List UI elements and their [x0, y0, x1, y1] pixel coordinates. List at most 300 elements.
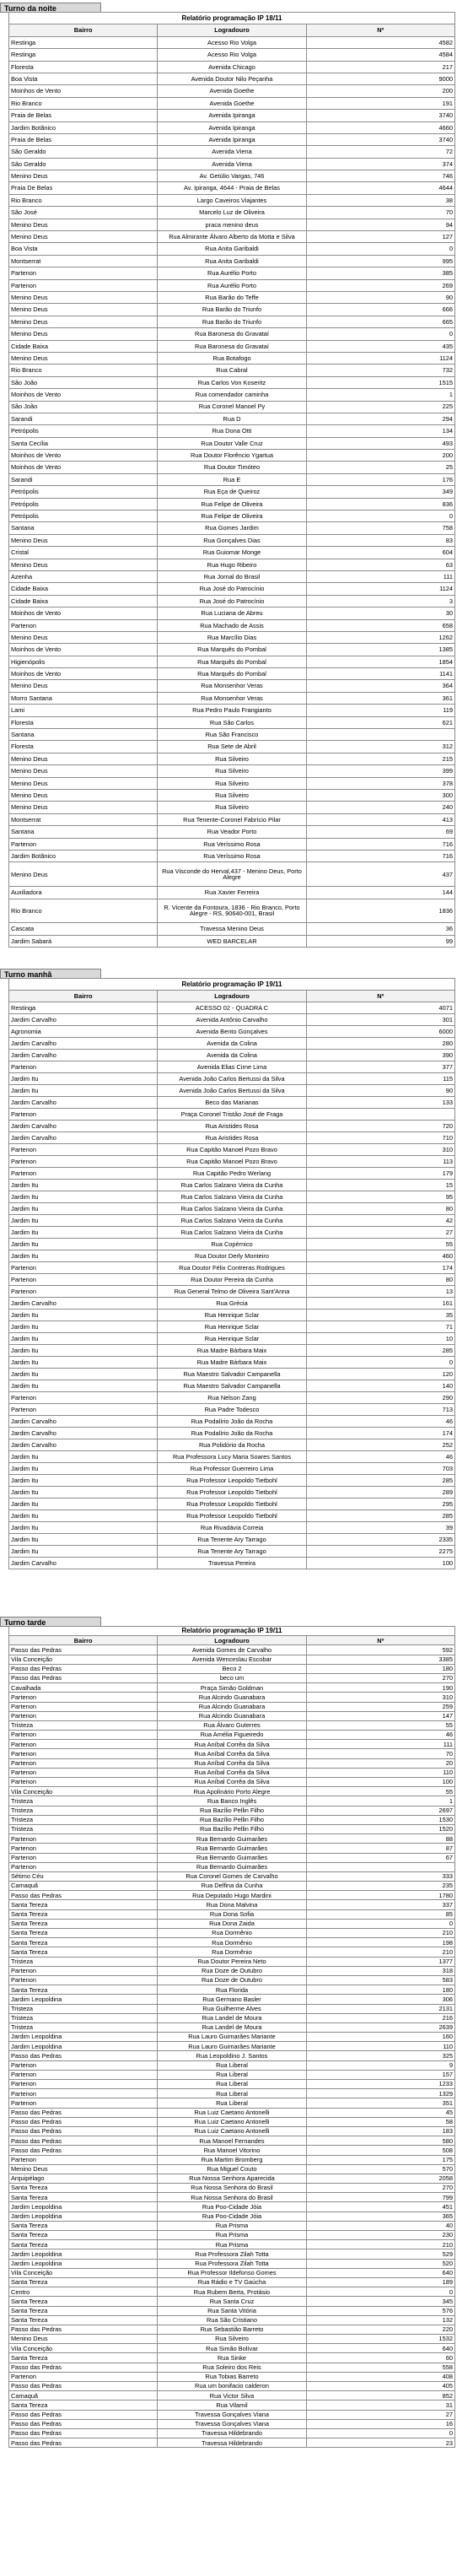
bairro-cell: Jardim Itu: [9, 1227, 158, 1239]
numero-cell: 666: [306, 304, 454, 316]
logradouro-cell: Rua Felipe de Oliveira: [158, 510, 306, 522]
bairro-cell: Partenon: [9, 619, 158, 631]
logradouro-cell: Rua Coronel Gomes de Carvalho: [158, 1871, 306, 1881]
bairro-cell: Passo das Pedras: [9, 2126, 158, 2136]
table-row: [9, 1227, 455, 1239]
table-row: [9, 2287, 455, 2297]
numero-cell: 2335: [306, 1534, 454, 1546]
table-row: [9, 49, 455, 61]
numero-cell: 25: [306, 462, 454, 473]
table-row: [9, 1683, 455, 1693]
table-row: [9, 2221, 455, 2230]
numero-cell: 27: [306, 1227, 454, 1239]
logradouro-cell: Rua Leopoldino J. Santos: [158, 2051, 306, 2060]
logradouro-cell: Rua General Telmo de Oliveira Sant'Anna: [158, 1286, 306, 1298]
bairro-cell: Passo das Pedras: [9, 2117, 158, 2126]
bairro-cell: Sétimo Céu: [9, 1871, 158, 1881]
table-row: [9, 1664, 455, 1673]
numero-cell: 225: [306, 401, 454, 413]
bairro-cell: Arquipélago: [9, 2174, 158, 2183]
table-row: [9, 2391, 455, 2400]
numero-cell: 592: [306, 1645, 454, 1655]
bairro-cell: Menino Deus: [9, 631, 158, 643]
column-header-bairro: Bairro: [9, 1636, 158, 1645]
table-row: [9, 777, 455, 789]
bairro-cell: Menino Deus: [9, 2164, 158, 2174]
logradouro-cell: Rua Nossa Senhora do Brasil: [158, 2184, 306, 2193]
bairro-cell: Passo das Pedras: [9, 2136, 158, 2146]
numero-cell: 46: [306, 1451, 454, 1463]
table-row: [9, 923, 455, 935]
table-row: [9, 1900, 455, 1909]
bairro-cell: Jardim Leopoldina: [9, 1995, 158, 2004]
table-row: [9, 1250, 455, 1262]
numero-cell: 3385: [306, 1655, 454, 1664]
bairro-cell: Passo das Pedras: [9, 2325, 158, 2334]
bairro-cell: Cidade Baixa: [9, 583, 158, 595]
numero-cell: 333: [306, 1871, 454, 1881]
bairro-cell: Jardim Carvalho: [9, 1439, 158, 1451]
bairro-cell: Passo das Pedras: [9, 2146, 158, 2155]
bairro-cell: Partenon: [9, 1834, 158, 1844]
table-row: [9, 473, 455, 485]
numero-cell: 0: [306, 2428, 454, 2438]
bairro-cell: Partenon: [9, 1778, 158, 1787]
table-row: [9, 425, 455, 437]
logradouro-cell: Rua Carlos Salzano Vieira da Cunha: [158, 1227, 306, 1239]
logradouro-cell: Rua Aurélio Porto: [158, 267, 306, 279]
bairro-cell: Cristal: [9, 547, 158, 559]
logradouro-cell: Rua Dormênio: [158, 1947, 306, 1957]
bairro-cell: Jardim Carvalho: [9, 1038, 158, 1050]
bairro-cell: Menino Deus: [9, 352, 158, 364]
logradouro-cell: Rua Doutor Félix Contreras Rodrigues: [158, 1262, 306, 1274]
numero-cell: 1532: [306, 2335, 454, 2344]
numero-cell: 115: [306, 1073, 454, 1085]
numero-cell: 337: [306, 1900, 454, 1909]
bairro-cell: Menino Deus: [9, 559, 158, 570]
logradouro-cell: Rua Veador Porto: [158, 826, 306, 838]
numero-cell: 63: [306, 559, 454, 570]
bairro-cell: Jardim Carvalho: [9, 1298, 158, 1310]
table-row: [9, 1947, 455, 1957]
logradouro-cell: Avenida Gomes de Carvalho: [158, 1645, 306, 1655]
table-row: [9, 2335, 455, 2344]
bairro-cell: Jardim Carvalho: [9, 1121, 158, 1132]
table-row: [9, 2231, 455, 2240]
numero-cell: 70: [306, 207, 454, 219]
numero-cell: 3: [306, 595, 454, 607]
logradouro-cell: beco um: [158, 1673, 306, 1682]
logradouro-cell: Rua Anita Garibaldi: [158, 243, 306, 255]
bairro-cell: Santa Tereza: [9, 1900, 158, 1909]
logradouro-cell: Rua Manoel Fernandes: [158, 2136, 306, 2146]
table-row: [9, 401, 455, 413]
table-row: [9, 790, 455, 802]
logradouro-cell: Travessa Menino Deus: [158, 923, 306, 935]
logradouro-cell: Rua Sinke: [158, 2353, 306, 2363]
table-row: [9, 146, 455, 158]
numero-cell: 69: [306, 826, 454, 838]
numero-cell: 1329: [306, 2089, 454, 2098]
table-row: [9, 486, 455, 498]
numero-cell: 113: [306, 1156, 454, 1168]
numero-cell: 1385: [306, 644, 454, 656]
bairro-cell: Jardim Botânico: [9, 122, 158, 133]
numero-cell: 3740: [306, 110, 454, 122]
table-row: [9, 1132, 455, 1144]
numero-cell: 133: [306, 1097, 454, 1109]
bairro-cell: Jardim Itu: [9, 1085, 158, 1097]
numero-cell: 758: [306, 522, 454, 534]
table-row: [9, 291, 455, 303]
logradouro-cell: praca menino deus: [158, 219, 306, 230]
logradouro-cell: Rua Lauro Guimarães Mariante: [158, 2033, 306, 2042]
numero-cell: 38: [306, 194, 454, 206]
logradouro-cell: Avenida Viena: [158, 158, 306, 170]
numero-cell: 198: [306, 1938, 454, 1947]
logradouro-cell: Rua Baronesa do Gravataí: [158, 340, 306, 352]
numero-cell: 377: [306, 1061, 454, 1073]
logradouro-cell: Rua Doze de Outubro: [158, 1966, 306, 1975]
logradouro-cell: Rua Sebastião Barreto: [158, 2325, 306, 2334]
table-row: [9, 510, 455, 522]
numero-cell: 435: [306, 340, 454, 352]
numero-cell: 1: [306, 389, 454, 401]
table-row: [9, 813, 455, 825]
logradouro-cell: Rua Aníbal Corrêa da Silva: [158, 1768, 306, 1777]
table-row: [9, 2297, 455, 2306]
numero-cell: 60: [306, 2353, 454, 2363]
numero-cell: 220: [306, 2325, 454, 2334]
logradouro-cell: Rua Capitão Pedro Werlang: [158, 1168, 306, 1180]
table-row: [9, 1546, 455, 1558]
bairro-cell: Jardim Itu: [9, 1073, 158, 1085]
table-row: [9, 61, 455, 73]
numero-cell: 210: [306, 1947, 454, 1957]
bairro-cell: Restinga: [9, 49, 158, 61]
numero-cell: 119: [306, 705, 454, 716]
numero-cell: 312: [306, 741, 454, 753]
logradouro-cell: Rua Doutor Florêncio Ygartua: [158, 450, 306, 462]
table-row: [9, 1796, 455, 1806]
numero-cell: 80: [306, 1203, 454, 1215]
numero-cell: 120: [306, 1369, 454, 1380]
bairro-cell: Jardim Leopoldina: [9, 2259, 158, 2268]
numero-cell: 408: [306, 2372, 454, 2381]
logradouro-cell: Travessa Pereira: [158, 1558, 306, 1569]
logradouro-cell: Rua Doze de Outubro: [158, 1975, 306, 1985]
table-row: [9, 1731, 455, 1740]
table-row: [9, 498, 455, 510]
bairro-cell: Santa Tereza: [9, 2297, 158, 2306]
table-row: [9, 316, 455, 327]
logradouro-cell: Rua Carlos Salzano Vieira da Cunha: [158, 1191, 306, 1203]
numero-cell: 2058: [306, 2174, 454, 2183]
table-row: [9, 619, 455, 631]
table-row: [9, 1475, 455, 1487]
table-row: [9, 2315, 455, 2325]
numero-cell: 1854: [306, 656, 454, 667]
section-tab[interactable]: Turno da noite: [0, 3, 101, 13]
bairro-cell: Partenon: [9, 1144, 158, 1156]
table-row: [9, 110, 455, 122]
numero-cell: 1836: [306, 899, 454, 923]
logradouro-cell: Rua Poo-Cidade Jóia: [158, 2211, 306, 2221]
table-row: [9, 862, 455, 887]
bairro-cell: Jardim Itu: [9, 1451, 158, 1463]
bairro-cell: Jardim Carvalho: [9, 1558, 158, 1569]
bairro-cell: Partenon: [9, 1168, 158, 1180]
numero-cell: 132: [306, 2315, 454, 2325]
table-row: [9, 389, 455, 401]
logradouro-cell: Rua Doutor Valle Cruz: [158, 437, 306, 449]
bairro-cell: Petrópolis: [9, 498, 158, 510]
logradouro-cell: Rua Silveiro: [158, 802, 306, 813]
section-tab[interactable]: Turno tarde: [0, 1617, 101, 1627]
numero-cell: 285: [306, 1345, 454, 1357]
bairro-cell: Jardim Leopoldina: [9, 2042, 158, 2051]
table-row: [9, 2428, 455, 2438]
numero-cell: 36: [306, 923, 454, 935]
report-title-row: [9, 1627, 455, 1636]
numero-cell: 1262: [306, 631, 454, 643]
bairro-cell: Partenon: [9, 1749, 158, 1758]
numero-cell: 80: [306, 1274, 454, 1286]
bairro-cell: Tristeza: [9, 1815, 158, 1824]
table-row: [9, 583, 455, 595]
logradouro-cell: Praça Simão Goldman: [158, 1683, 306, 1693]
bairro-cell: Partenon: [9, 279, 158, 291]
bairro-cell: São João: [9, 401, 158, 413]
column-header-logradouro: Logradouro: [158, 991, 306, 1002]
numero-cell: 46: [306, 1731, 454, 1740]
logradouro-cell: Rua Padre Todesco: [158, 1404, 306, 1416]
numero-cell: 94: [306, 219, 454, 230]
table-row: [9, 1720, 455, 1730]
bairro-cell: Partenon: [9, 267, 158, 279]
table-row: [9, 1038, 455, 1050]
logradouro-cell: Beco das Marianas: [158, 1097, 306, 1109]
bairro-cell: Santana: [9, 522, 158, 534]
numero-cell: 2639: [306, 2022, 454, 2032]
numero-cell: 799: [306, 2193, 454, 2202]
numero-cell: 1124: [306, 583, 454, 595]
numero-cell: 399: [306, 765, 454, 777]
bairro-cell: Santa Tereza: [9, 2353, 158, 2363]
numero-cell: 4584: [306, 49, 454, 61]
bairro-cell: Floresta: [9, 61, 158, 73]
table-row: [9, 2051, 455, 2060]
logradouro-cell: Rua Doutor Pereira Neto: [158, 1957, 306, 1966]
bairro-cell: Santa Tereza: [9, 2184, 158, 2193]
logradouro-cell: Rua Luiz Caetano Antonelli: [158, 2126, 306, 2136]
table-row: [9, 243, 455, 255]
logradouro-cell: ACESSO 02 - QUADRA C: [158, 1002, 306, 1014]
logradouro-cell: Rua Nossa Senhora Aparecida: [158, 2174, 306, 2183]
numero-cell: 35: [306, 1310, 454, 1321]
bairro-cell: Partenon: [9, 1758, 158, 1768]
table-row: [9, 304, 455, 316]
numero-cell: 83: [306, 534, 454, 546]
table-row: [9, 133, 455, 145]
bairro-cell: Partenon: [9, 2070, 158, 2079]
bairro-cell: Menino Deus: [9, 802, 158, 813]
table-row: [9, 2372, 455, 2381]
bairro-cell: Santa Tereza: [9, 1909, 158, 1919]
logradouro-cell: Rua Anita Garibaldi: [158, 255, 306, 267]
table-row: [9, 1215, 455, 1227]
numero-cell: 71: [306, 1321, 454, 1333]
logradouro-cell: Acesso Rio Volga: [158, 36, 306, 48]
numero-cell: 180: [306, 1664, 454, 1673]
logradouro-cell: Rua Veríssimo Rosa: [158, 850, 306, 861]
bairro-cell: Agronomia: [9, 1026, 158, 1038]
table-row: [9, 1380, 455, 1392]
logradouro-cell: Rua Silveiro: [158, 765, 306, 777]
numero-cell: 306: [306, 1995, 454, 2004]
column-header-numero: Nº: [306, 1636, 454, 1645]
bairro-cell: Jardim Itu: [9, 1215, 158, 1227]
table-row: [9, 1966, 455, 1975]
numero-cell: 852: [306, 2391, 454, 2400]
table-row: [9, 1871, 455, 1881]
table-row: [9, 2098, 455, 2108]
numero-cell: 325: [306, 2051, 454, 2060]
bairro-cell: Jardim Leopoldina: [9, 2249, 158, 2259]
bairro-cell: Menino Deus: [9, 862, 158, 887]
table-row: [9, 1061, 455, 1073]
logradouro-cell: Av. Ipiranga, 4644 - Praia de Belas: [158, 182, 306, 194]
table-row: [9, 802, 455, 813]
bairro-cell: Jardim Itu: [9, 1487, 158, 1499]
logradouro-cell: Rua Professora Zilah Totta: [158, 2259, 306, 2268]
bairro-cell: Montserrat: [9, 255, 158, 267]
bairro-cell: Santa Cecília: [9, 437, 158, 449]
table-row: [9, 1957, 455, 1966]
numero-cell: 604: [306, 547, 454, 559]
numero-cell: 127: [306, 231, 454, 243]
table-row: [9, 1740, 455, 1749]
numero-cell: 161: [306, 1298, 454, 1310]
bairro-cell: Santa Tereza: [9, 1947, 158, 1957]
bairro-cell: Moinhos de Vento: [9, 450, 158, 462]
numero-cell: 374: [306, 158, 454, 170]
bairro-cell: Partenon: [9, 1975, 158, 1985]
numero-cell: 134: [306, 425, 454, 437]
logradouro-cell: Rua Baronesa do Gravataí: [158, 328, 306, 340]
table-row: [9, 1109, 455, 1121]
numero-cell: 110: [306, 1768, 454, 1777]
bairro-cell: Passo das Pedras: [9, 2363, 158, 2372]
numero-cell: 72: [306, 146, 454, 158]
bairro-cell: Restinga: [9, 36, 158, 48]
logradouro-cell: Rua Maestro Salvador Campanella: [158, 1369, 306, 1380]
table-row: [9, 1882, 455, 1891]
numero-cell: 99: [306, 935, 454, 947]
numero-cell: 1377: [306, 1957, 454, 1966]
numero-cell: 385: [306, 267, 454, 279]
numero-cell: 6000: [306, 1026, 454, 1038]
bairro-cell: Jardim Itu: [9, 1510, 158, 1522]
numero-cell: 215: [306, 753, 454, 764]
table-row: [9, 765, 455, 777]
bairro-cell: Passo das Pedras: [9, 2382, 158, 2391]
bairro-cell: Partenon: [9, 1966, 158, 1975]
bairro-cell: Jardim Itu: [9, 1203, 158, 1215]
numero-cell: 289: [306, 1487, 454, 1499]
logradouro-cell: Av. Getúlio Vargas, 746: [158, 170, 306, 182]
bairro-cell: Jardim Itu: [9, 1380, 158, 1392]
logradouro-cell: Rua Bazílio Pellin Filho: [158, 1824, 306, 1833]
numero-cell: 270: [306, 1673, 454, 1682]
logradouro-cell: Rua Felipe de Oliveira: [158, 498, 306, 510]
table-row: [9, 2193, 455, 2202]
table-row: [9, 1853, 455, 1862]
numero-cell: 405: [306, 2382, 454, 2391]
bairro-cell: Petrópolis: [9, 510, 158, 522]
logradouro-cell: Rua Luiz Caetano Antonelli: [158, 2117, 306, 2126]
numero-cell: 301: [306, 1014, 454, 1026]
numero-cell: 45: [306, 2108, 454, 2117]
logradouro-cell: Rua José do Patrocínio: [158, 583, 306, 595]
logradouro-cell: Rua D: [158, 413, 306, 424]
logradouro-cell: Rua Aníbal Corrêa da Silva: [158, 1749, 306, 1758]
bairro-cell: Menino Deus: [9, 291, 158, 303]
logradouro-cell: Avenida Elias Cirne Lima: [158, 1061, 306, 1073]
logradouro-cell: Rua Monsenhor Veras: [158, 680, 306, 692]
numero-cell: 520: [306, 2259, 454, 2268]
bairro-cell: Jardim Carvalho: [9, 1014, 158, 1026]
table-row: [9, 2080, 455, 2089]
bairro-cell: Jardim Itu: [9, 1522, 158, 1534]
numero-cell: 716: [306, 850, 454, 861]
table-row: [9, 2164, 455, 2174]
bairro-cell: Partenon: [9, 1862, 158, 1871]
table-row: [9, 2146, 455, 2155]
table-row: [9, 365, 455, 376]
table-row: [9, 1451, 455, 1463]
numero-cell: 300: [306, 790, 454, 802]
logradouro-cell: Rua Tenente Ary Tarrago: [158, 1534, 306, 1546]
table-row: [9, 1534, 455, 1546]
table-row: [9, 450, 455, 462]
table-row: [9, 753, 455, 764]
logradouro-cell: Beco 2: [158, 1664, 306, 1673]
logradouro-cell: Acesso Rio Volga: [158, 49, 306, 61]
numero-cell: 175: [306, 2155, 454, 2164]
numero-cell: 665: [306, 316, 454, 327]
numero-cell: 640: [306, 2268, 454, 2277]
bairro-cell: Santa Tereza: [9, 1985, 158, 1995]
logradouro-cell: Rua Veríssimo Rosa: [158, 838, 306, 850]
numero-cell: 230: [306, 2231, 454, 2240]
table-row: [9, 1463, 455, 1475]
table-row: [9, 595, 455, 607]
logradouro-cell: Avenida Doutor Nilo Peçanha: [158, 73, 306, 84]
table-row: [9, 2410, 455, 2419]
logradouro-cell: Rua Santa Cruz: [158, 2297, 306, 2306]
numero-cell: 160: [306, 2033, 454, 2042]
logradouro-cell: Avenida da Colina: [158, 1038, 306, 1050]
section-tab[interactable]: Turno manhã: [0, 969, 101, 979]
table-row: [9, 2259, 455, 2268]
numero-cell: 58: [306, 2117, 454, 2126]
logradouro-cell: Rua Aristides Rosa: [158, 1121, 306, 1132]
logradouro-cell: Avenida Bento Gonçalves: [158, 1026, 306, 1038]
bairro-cell: Vila Conceição: [9, 1787, 158, 1796]
logradouro-cell: Avenida Antônio Carvalho: [158, 1014, 306, 1026]
